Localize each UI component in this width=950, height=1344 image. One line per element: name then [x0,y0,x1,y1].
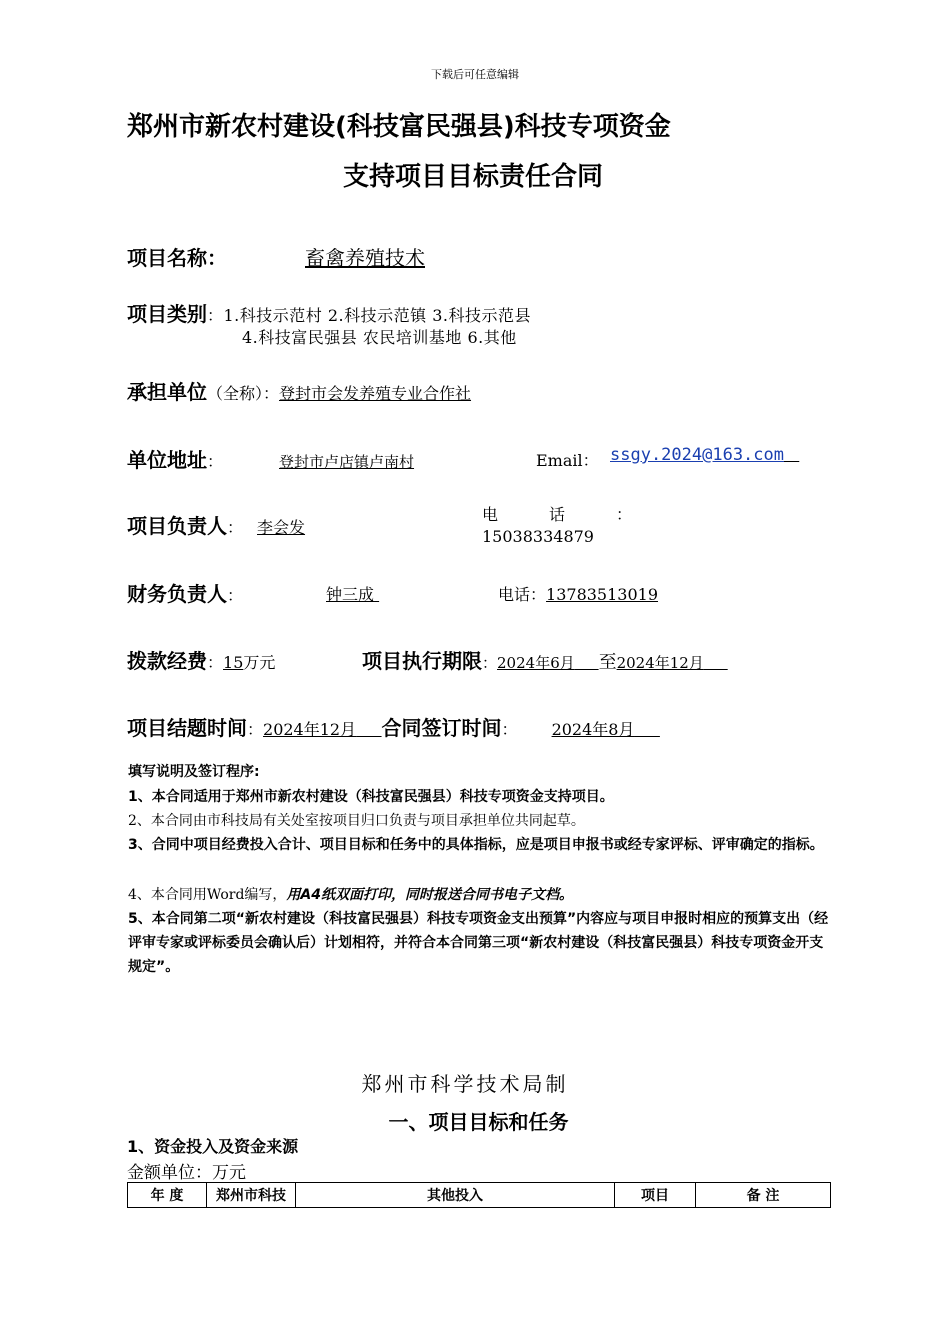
sign-date-value: 2024年8月 [551,720,635,739]
end-date-colon: ： [247,720,264,739]
note-4 [128,883,832,907]
funding-table [127,1182,831,1208]
project-leader-colon: ： [227,518,244,537]
end-date-label: 项目结题时间 [127,716,247,740]
header-city-tech: 郑州市科技 [207,1183,296,1208]
undertaker-paren: （全称）： [207,384,280,403]
header-note: 下载后可任意编辑 [431,68,519,81]
period-end: 2024年12月 [616,654,704,672]
funding-unit: 万元 [243,653,276,672]
phone-char-2: 话 [548,505,565,524]
period-colon: ： [482,654,498,672]
period-row [362,645,728,674]
subsection-1-title: 1、资金投入及资金来源 [127,1137,299,1156]
sign-date-label: 合同签订时间 [381,716,502,740]
period-label: 项目执行期限 [362,649,482,673]
project-name-row [127,242,425,271]
email-link[interactable]: ssgy.2024@163.com [610,445,784,465]
project-leader-phone: 15038334879 [482,527,594,546]
funding-amount: 15 [223,653,244,672]
finance-leader-row [127,578,243,607]
project-leader-label: 项目负责人 [127,514,227,538]
address-label: 单位地址 [127,448,207,472]
finance-phone-label: 电话： [498,585,547,604]
email-wrap [610,445,799,465]
note-5: 5、本合同第二项“新农村建设（科技富民强县）科技专项资金支出预算”内容应与项目申报时相应的预算支出（经评审专家或评标委员会确认后）计划相符，并符合本合同第三项“新农村建设（科技富民强县）科技专项资金开支规定”。 [128,911,829,975]
finance-leader-value: 钟三成 [326,585,375,604]
project-type-row [127,298,531,327]
header-remarks: 备 注 [696,1183,831,1208]
note-4-b: 用A4纸双面打印，同时报送合同书电子文档。 [286,887,574,903]
note-3: 3、合同中项目经费投入合计、项目目标和任务中的具体指标，应是项目申报书或经专家评标、评审确定的指标。 [128,837,824,853]
header-other-investment: 其他投入 [296,1183,615,1208]
end-date-value: 2024年12月 [263,720,357,739]
phone-label-spaced [482,502,632,525]
undertaker-label: 承担单位 [127,380,207,404]
project-type-label: 项目类别 [127,302,207,326]
project-leader-row [127,510,305,539]
undertaker-value: 登封市会发养殖专业合作社 [279,384,472,403]
section-1-title: 一、项目目标和任务 [388,1110,569,1134]
title-line-2: 支持项目目标责任合同 [343,162,604,192]
project-name-label: 项目名称： [127,246,227,270]
table-header-row [128,1183,831,1208]
period-to: 至 [598,652,617,673]
header-project: 项目 [615,1183,696,1208]
unit-note: 金额单位：万元 [127,1163,246,1183]
title-line-1: 郑州市新农村建设(科技富民强县)科技专项资金 [127,112,671,142]
project-type-line-2: 4.科技富民强县 农民培训基地 6.其他 [242,328,517,347]
note-4-a: 4、本合同用Word编写， [128,887,287,903]
notes-heading: 填写说明及签订程序: [128,764,260,780]
phone-char-1: 电 [482,505,499,524]
project-name-value: 畜禽养殖技术 [305,246,425,270]
header-year: 年 度 [128,1183,207,1208]
project-type-line-1: ：1.科技示范村 2.科技示范镇 3.科技示范县 [207,306,531,325]
address-colon: ： [207,452,224,471]
funding-row [127,645,275,674]
address-value: 登封市卢店镇卢南村 [279,453,415,471]
email-label: Email： [536,451,599,470]
address-row [127,444,414,473]
finance-leader-colon: ： [227,586,244,605]
issuer: 郑州市科学技术局制 [361,1072,569,1096]
undertaker-row [127,376,471,405]
sign-date-colon: ： [501,720,518,739]
funding-label: 拨款经费 [127,649,207,673]
note-2: 2、本合同由市科技局有关处室按项目归口负责与项目承担单位共同起草。 [128,813,585,829]
period-start: 2024年6月 [497,654,575,672]
funding-colon: ： [207,653,224,672]
note-1: 1、本合同适用于郑州市新农村建设（科技富民强县）科技专项资金支持项目。 [128,789,614,805]
phone-char-3: ： [615,505,632,524]
finance-leader-value-wrap [326,582,658,605]
dates-row [127,712,660,741]
finance-phone-value: 13783513019 [546,585,659,604]
finance-leader-label: 财务负责人 [127,582,227,606]
project-leader-value: 李会发 [257,518,306,537]
